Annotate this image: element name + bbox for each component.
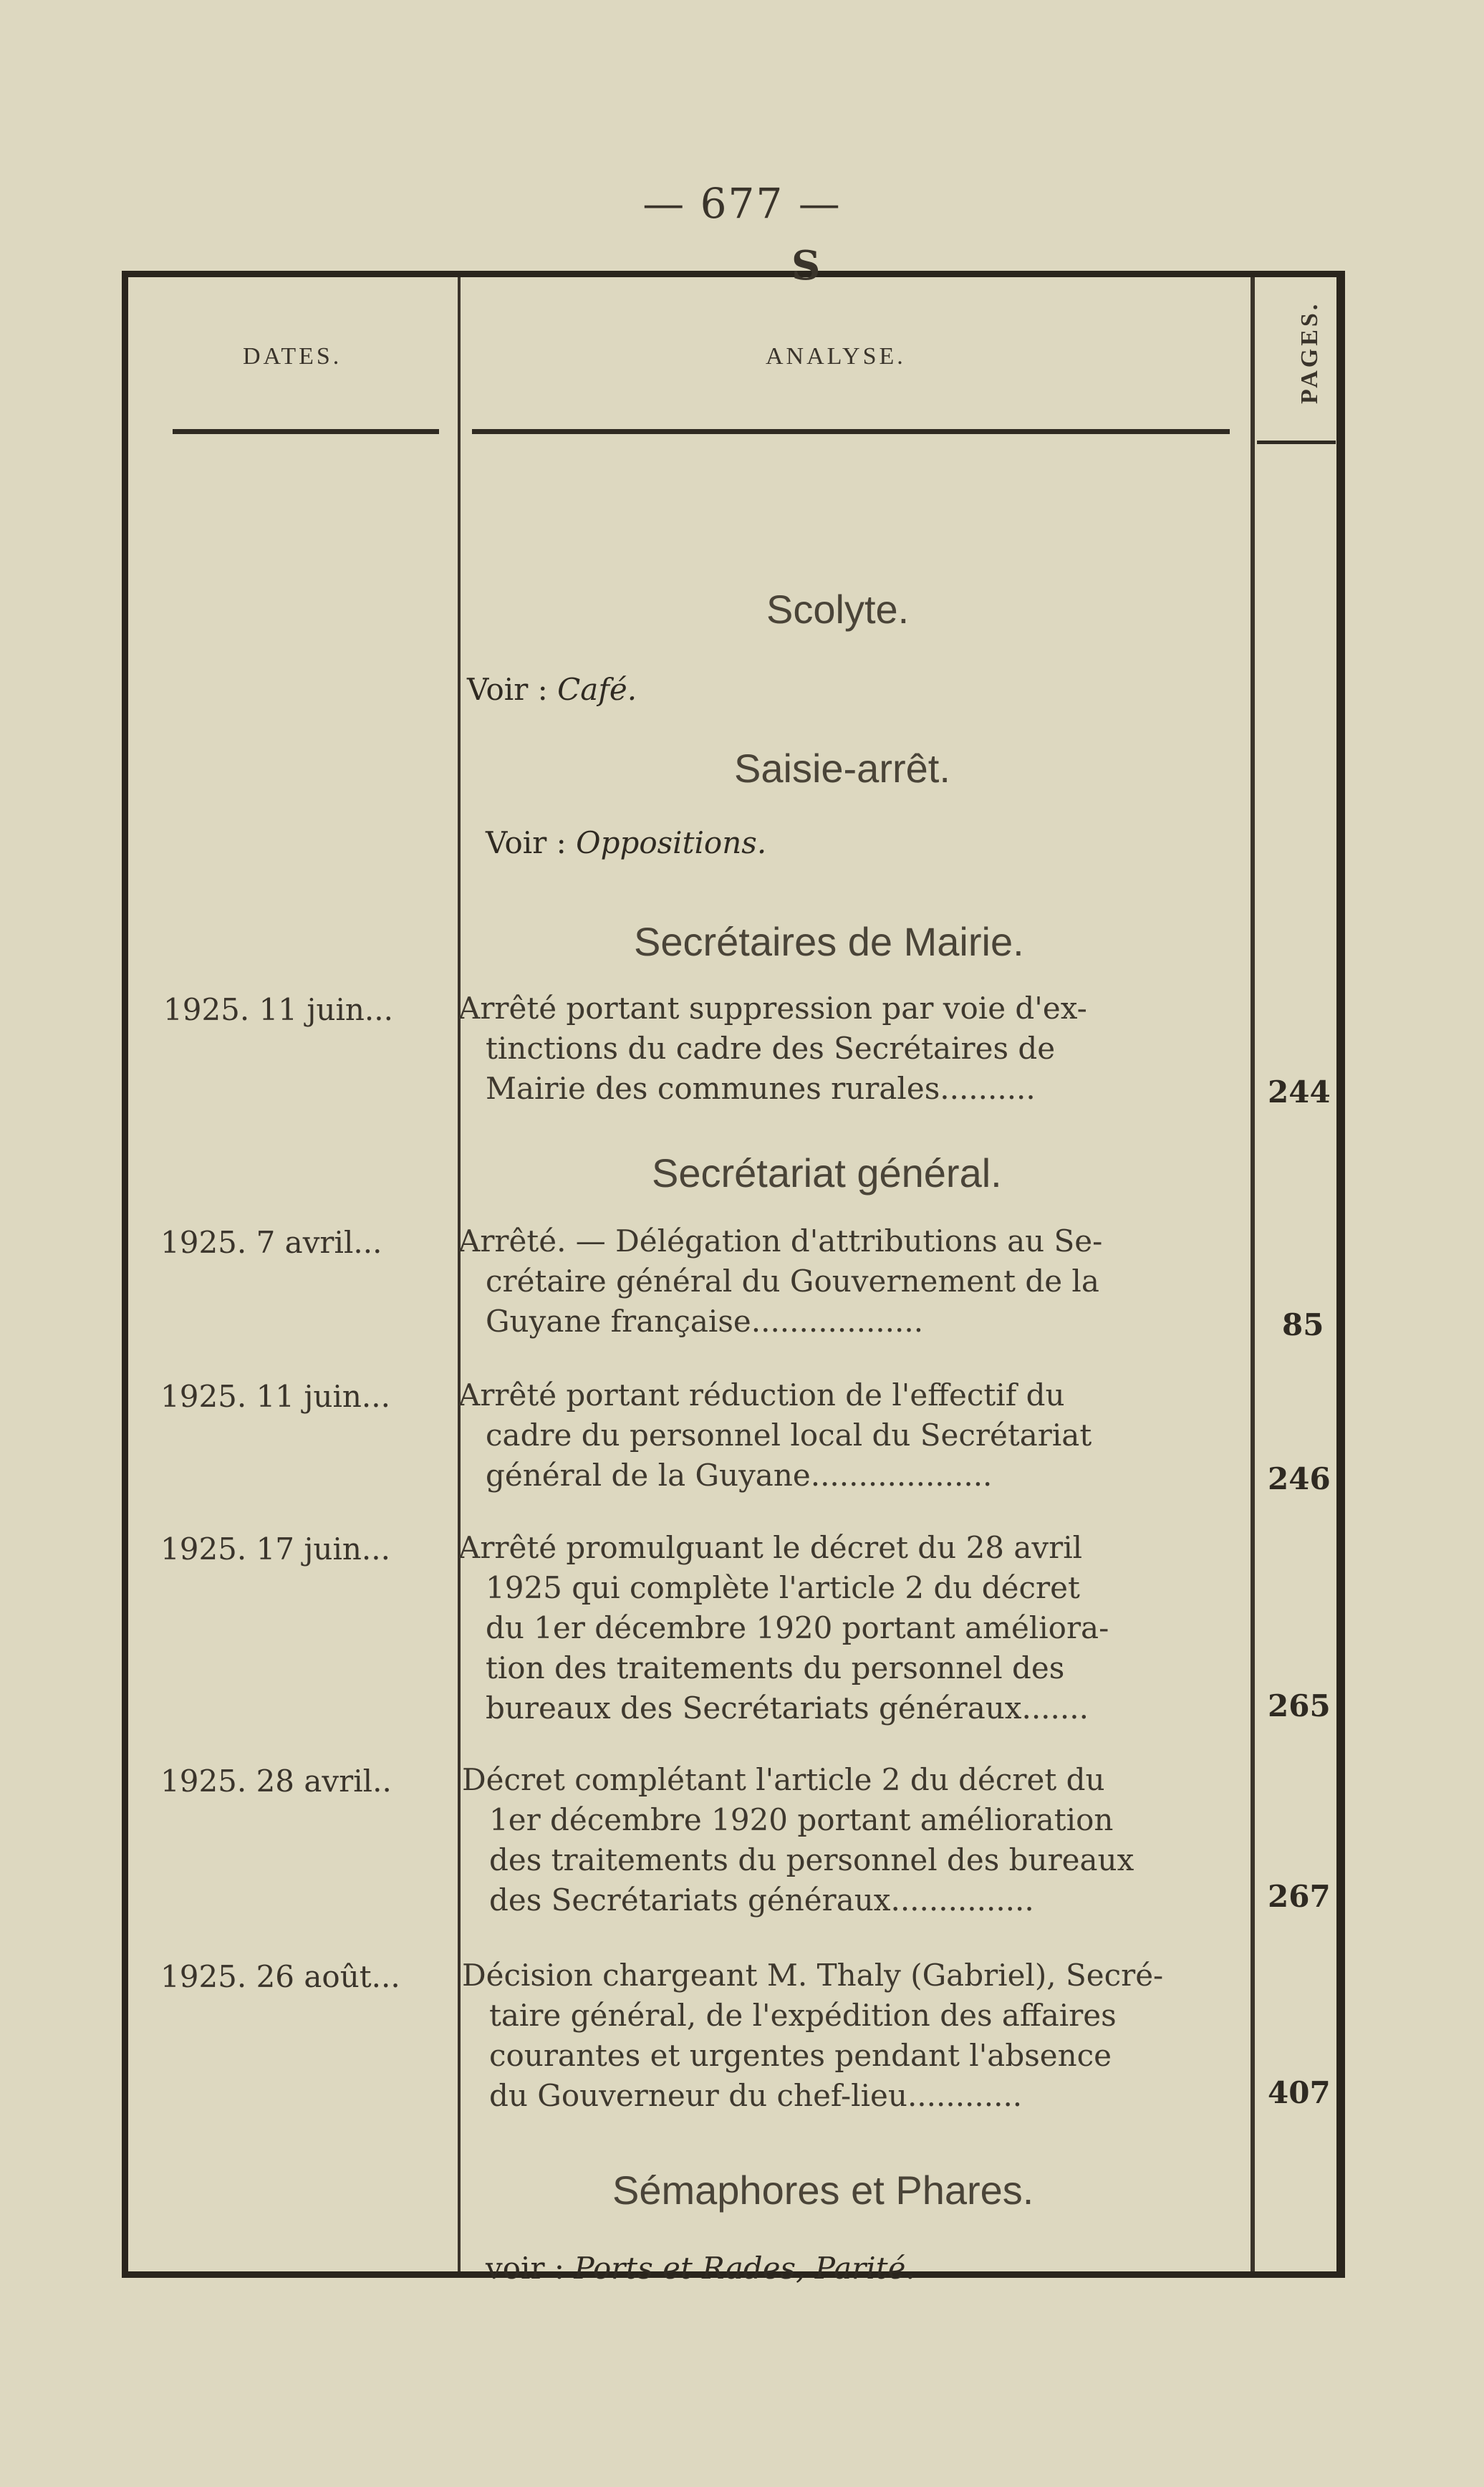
section-title-secretariat-general: Secrétariat général. xyxy=(652,1150,1002,1196)
column-divider-pages xyxy=(1251,277,1255,2271)
page-number: — 677 — xyxy=(642,179,842,228)
entry-analysis xyxy=(458,1375,1232,1496)
entry-line: 1er décembre 1920 portant amélioration xyxy=(489,1802,1114,1837)
voir-label: Voir : xyxy=(467,672,548,707)
entry-line: 1925 qui complète l'article 2 du décret xyxy=(486,1570,1080,1605)
entry-page: 265 xyxy=(1268,1688,1331,1723)
entry-analysis xyxy=(462,1760,1235,1920)
entry-line: tion des traitements du personnel des xyxy=(486,1650,1065,1685)
entry-line: des traitements du personnel des bureaux xyxy=(489,1842,1134,1877)
header-rule-analyse xyxy=(472,429,1230,434)
entry-line: Arrêté promulguant le décret du 28 avril xyxy=(458,1530,1083,1565)
header-rule-pages xyxy=(1257,441,1336,444)
section-title-secretaires-de-mairie: Secrétaires de Mairie. xyxy=(634,919,1024,964)
entry-date: 1925. 11 juin... xyxy=(163,992,393,1027)
entry-line: Mairie des communes rurales.......... xyxy=(486,1071,1036,1106)
entry-page: 407 xyxy=(1268,2075,1331,2110)
header-rule-dates xyxy=(173,429,439,434)
header-pages: PAGES. xyxy=(1296,301,1323,404)
entry-line: des Secrétariats généraux............... xyxy=(489,1882,1034,1918)
entry-line: tinctions du cadre des Secrétaires de xyxy=(486,1031,1056,1066)
entry-page: 246 xyxy=(1268,1461,1331,1496)
section-letter: S xyxy=(791,242,821,289)
entry-line: du 1er décembre 1920 portant améliora- xyxy=(486,1610,1109,1645)
entry-analysis xyxy=(462,1956,1235,2116)
entry-line: Guyane française.................. xyxy=(486,1304,924,1339)
entry-date: 1925. 26 août... xyxy=(160,1959,400,1994)
entry-line: Arrêté portant suppression par voie d'ex- xyxy=(458,991,1087,1026)
voir-reference-saisie-arret xyxy=(486,825,766,860)
entry-line: taire général, de l'expédition des affaires xyxy=(489,1998,1117,2033)
voir-target: Café. xyxy=(557,672,637,707)
section-title-semaphores-et-phares: Sémaphores et Phares. xyxy=(612,2168,1034,2213)
entry-line: Décision chargeant M. Thaly (Gabriel), Secré- xyxy=(462,1958,1164,1993)
entry-analysis xyxy=(458,988,1232,1109)
entry-date: 1925. 17 juin... xyxy=(160,1531,390,1567)
voir-target: Oppositions. xyxy=(576,825,767,860)
entry-analysis xyxy=(458,1528,1232,1728)
entry-analysis xyxy=(458,1221,1232,1342)
voir-reference-semaphores xyxy=(486,2251,915,2286)
header-dates: DATES. xyxy=(243,343,342,370)
entry-line: Arrêté portant réduction de l'effectif du xyxy=(458,1377,1065,1413)
entry-page: 85 xyxy=(1282,1307,1324,1342)
entry-date: 1925. 11 juin... xyxy=(160,1379,390,1414)
entry-page: 244 xyxy=(1268,1074,1331,1110)
entry-date: 1925. 7 avril... xyxy=(160,1225,382,1260)
entry-line: du Gouverneur du chef-lieu............ xyxy=(489,2078,1023,2113)
voir-reference-scolyte xyxy=(467,672,637,707)
entry-line: Arrêté. — Délégation d'attributions au Se- xyxy=(458,1223,1103,1259)
entry-line: cadre du personnel local du Secrétariat xyxy=(486,1418,1092,1453)
entry-line: bureaux des Secrétariats généraux....... xyxy=(486,1690,1089,1726)
section-title-scolyte: Scolyte. xyxy=(766,587,910,632)
entry-line: courantes et urgentes pendant l'absence xyxy=(489,2038,1112,2073)
entry-line: Décret complétant l'article 2 du décret du xyxy=(462,1762,1105,1797)
voir-target: Ports et Rades, Parité. xyxy=(574,2251,915,2286)
header-analyse: ANALYSE. xyxy=(766,343,906,370)
voir-label: Voir : xyxy=(486,825,567,860)
entry-page: 267 xyxy=(1268,1879,1331,1914)
entry-line: crétaire général du Gouvernement de la xyxy=(486,1264,1099,1299)
entry-line: général de la Guyane................... xyxy=(486,1458,993,1493)
voir-label: voir : xyxy=(486,2251,565,2286)
section-title-saisie-arret: Saisie-arrêt. xyxy=(734,746,950,791)
entry-date: 1925. 28 avril.. xyxy=(160,1764,392,1799)
